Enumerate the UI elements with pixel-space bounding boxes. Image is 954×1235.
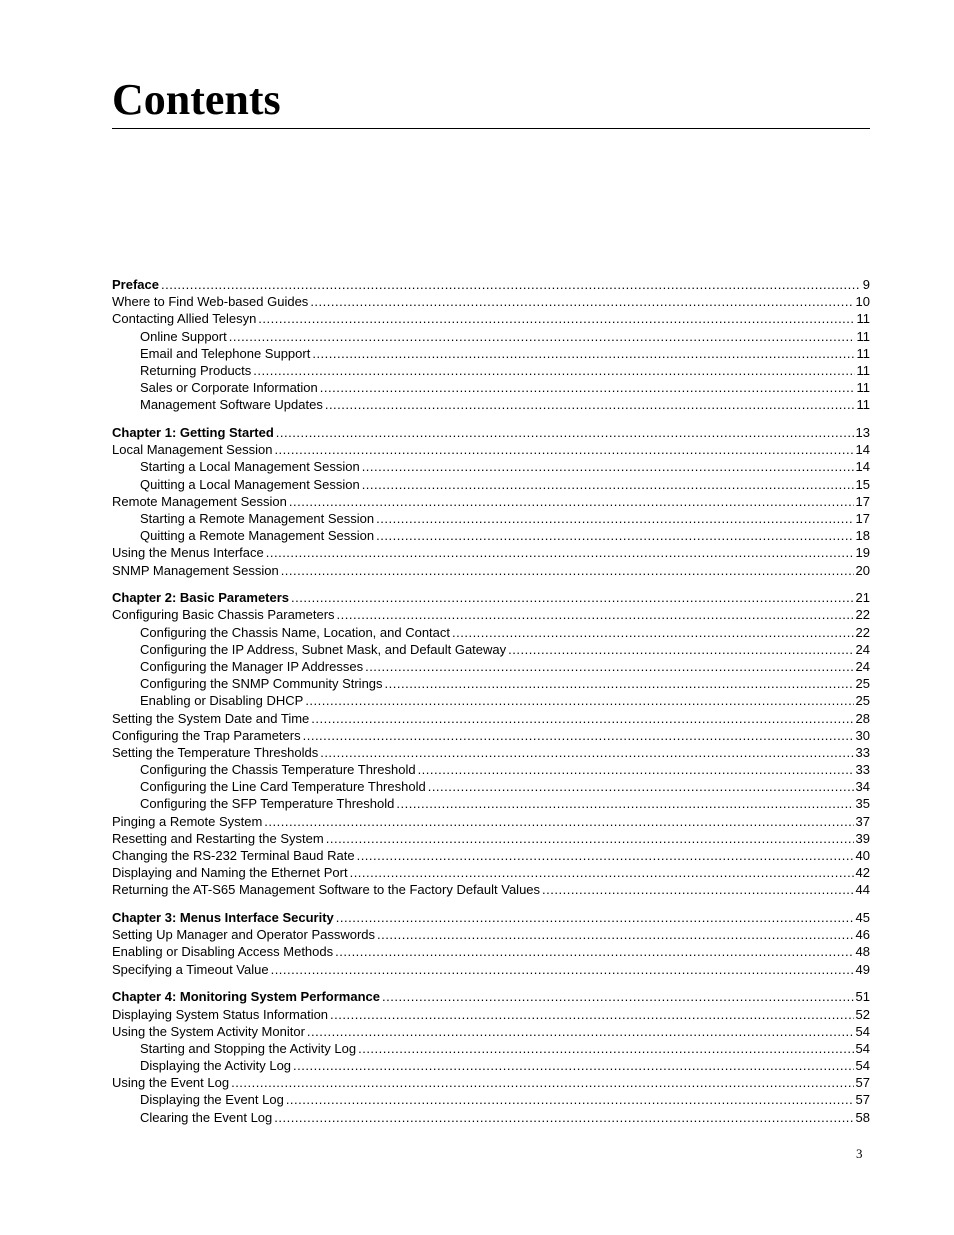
toc-entry[interactable] <box>112 1057 870 1074</box>
toc-entry[interactable] <box>112 362 870 379</box>
toc-entry-page: 58 <box>855 1109 870 1125</box>
toc-entry-label: Chapter 3: Menus Interface Security <box>112 910 334 926</box>
toc-entry-label: Displaying and Naming the Ethernet Port <box>112 865 348 881</box>
toc-entry[interactable] <box>112 624 870 641</box>
toc-entry-label: Using the Event Log <box>112 1075 230 1091</box>
toc-entry-label: Setting Up Manager and Operator Passwords <box>112 927 376 943</box>
toc-entry[interactable] <box>112 476 870 493</box>
toc-entry-page: 33 <box>855 762 870 778</box>
toc-entry-label: Remote Management Session <box>112 493 287 509</box>
toc-entry-label: Using the Menus Interface <box>112 545 264 561</box>
toc-dot-leader <box>311 710 853 727</box>
toc-entry[interactable] <box>112 510 870 527</box>
toc-entry-label: Displaying the Activity Log <box>140 1058 292 1074</box>
toc-entry[interactable] <box>112 396 870 413</box>
toc-entry-label: Quitting a Local Management Session <box>140 476 360 492</box>
toc-entry-page: 24 <box>855 641 870 657</box>
toc-entry-label: Configuring the SNMP Community Strings <box>140 676 383 692</box>
toc-dot-leader <box>276 424 854 441</box>
toc-dot-leader <box>362 476 854 493</box>
toc-entry-label: Sales or Corporate Information <box>140 380 318 396</box>
toc-entry[interactable] <box>112 1091 870 1108</box>
toc-entry[interactable] <box>112 606 870 623</box>
toc-entry-label: Starting and Stopping the Activity Log <box>140 1040 357 1056</box>
toc-entry[interactable] <box>112 813 870 830</box>
toc-entry[interactable] <box>112 1006 870 1023</box>
toc-entry[interactable] <box>112 710 870 727</box>
toc-dot-leader <box>286 1091 854 1108</box>
toc-dot-leader <box>396 795 853 812</box>
toc-entry-label: Configuring the Chassis Name, Location, and Contact <box>140 624 451 640</box>
toc-entry[interactable] <box>112 727 870 744</box>
toc-dot-leader <box>357 847 854 864</box>
toc-entry-page: 54 <box>855 1058 870 1074</box>
toc-entry[interactable] <box>112 379 870 396</box>
toc-entry-page: 44 <box>855 882 870 898</box>
toc-chapter-entry[interactable] <box>112 276 870 293</box>
toc-entry[interactable] <box>112 1074 870 1091</box>
toc-entry-label: Preface <box>112 277 159 292</box>
toc-entry-page: 34 <box>855 779 870 795</box>
toc-entry-page: 11 <box>856 397 870 413</box>
toc-entry-label: Returning the AT-S65 Management Software to the Factory Default Values <box>112 882 541 898</box>
toc-dot-leader <box>365 658 853 675</box>
toc-dot-leader <box>335 943 853 960</box>
toc-entry[interactable] <box>112 527 870 544</box>
toc-entry-page: 54 <box>855 1040 870 1056</box>
toc-entry-label: Chapter 1: Getting Started <box>112 425 274 440</box>
toc-dot-leader <box>161 276 861 293</box>
toc-entry-page: 39 <box>855 830 870 846</box>
toc-entry-page: 19 <box>855 545 870 561</box>
toc-entry[interactable] <box>112 881 870 898</box>
toc-dot-leader <box>428 778 854 795</box>
toc-dot-leader <box>303 727 854 744</box>
toc-dot-leader <box>253 362 854 379</box>
toc-dot-leader <box>229 328 855 345</box>
toc-dot-leader <box>258 310 854 327</box>
toc-dot-leader <box>385 675 854 692</box>
toc-dot-leader <box>266 544 854 561</box>
toc-entry-label: Using the System Activity Monitor <box>112 1023 305 1039</box>
toc-entry-page: 25 <box>855 693 870 709</box>
toc-entry[interactable] <box>112 1040 870 1057</box>
toc-entry-page: 57 <box>855 1092 870 1108</box>
toc-chapter-entry[interactable] <box>112 909 870 926</box>
toc-dot-leader <box>350 864 854 881</box>
toc-entry-label: Configuring the SFP Temperature Threshold <box>140 796 395 812</box>
toc-entry-page: 42 <box>855 865 870 881</box>
toc-entry-label: Enabling or Disabling Access Methods <box>112 944 334 960</box>
toc-entry[interactable] <box>112 675 870 692</box>
toc-entry-label: Starting a Local Management Session <box>140 459 360 475</box>
toc-entry-label: Where to Find Web-based Guides <box>112 294 309 310</box>
toc-entry-page: 10 <box>855 294 870 310</box>
toc-entry[interactable] <box>112 562 870 579</box>
toc-entry-label: Configuring the Chassis Temperature Threshold <box>140 762 416 778</box>
toc-entry-label: Enabling or Disabling DHCP <box>140 693 304 709</box>
toc-entry-page: 21 <box>855 590 870 606</box>
toc-dot-leader <box>320 744 853 761</box>
toc-entry[interactable] <box>112 943 870 960</box>
toc-chapter-entry[interactable] <box>112 589 870 606</box>
toc-entry-label: Email and Telephone Support <box>140 345 311 361</box>
table-of-contents <box>112 276 870 1126</box>
toc-dot-leader <box>264 813 853 830</box>
toc-entry-label: Starting a Remote Management Session <box>140 510 375 526</box>
toc-entry-label: Quitting a Remote Management Session <box>140 528 375 544</box>
toc-entry-page: 52 <box>855 1006 870 1022</box>
toc-dot-leader <box>376 527 853 544</box>
toc-entry[interactable] <box>112 1023 870 1040</box>
toc-dot-leader <box>326 830 854 847</box>
toc-entry-label: Displaying System Status Information <box>112 1006 329 1022</box>
toc-entry-label: Chapter 2: Basic Parameters <box>112 590 290 606</box>
toc-entry[interactable] <box>112 1109 870 1126</box>
toc-entry-page: 15 <box>855 476 870 492</box>
toc-entry-page: 25 <box>855 676 870 692</box>
toc-entry[interactable] <box>112 658 870 675</box>
toc-dot-leader <box>312 345 854 362</box>
toc-entry[interactable] <box>112 458 870 475</box>
toc-entry-page: 11 <box>856 345 870 361</box>
toc-entry-page: 11 <box>856 328 870 344</box>
toc-entry-label: Online Support <box>140 328 227 344</box>
toc-entry-label: Local Management Session <box>112 442 273 458</box>
toc-entry-page: 22 <box>855 624 870 640</box>
toc-entry-page: 13 <box>855 425 870 440</box>
toc-chapter-entry[interactable] <box>112 988 870 1005</box>
toc-entry[interactable] <box>112 493 870 510</box>
toc-dot-leader <box>362 458 854 475</box>
toc-entry[interactable] <box>112 310 870 327</box>
toc-entry-label: Configuring the Trap Parameters <box>112 727 301 743</box>
toc-dot-leader <box>377 926 854 943</box>
toc-entry-page: 33 <box>855 744 870 760</box>
toc-dot-leader <box>325 396 855 413</box>
toc-entry-page: 35 <box>855 796 870 812</box>
toc-dot-leader <box>281 562 854 579</box>
toc-dot-leader <box>376 510 853 527</box>
toc-dot-leader <box>310 293 853 310</box>
toc-entry[interactable] <box>112 795 870 812</box>
toc-entry-page: 14 <box>855 442 870 458</box>
toc-entry-label: SNMP Management Session <box>112 562 279 578</box>
toc-entry-page: 30 <box>855 727 870 743</box>
toc-entry-page: 11 <box>856 380 870 396</box>
toc-entry-label: Resetting and Restarting the System <box>112 830 324 846</box>
toc-entry-label: Specifying a Timeout Value <box>112 961 269 977</box>
toc-entry-page: 48 <box>855 944 870 960</box>
toc-entry-label: Configuring the Manager IP Addresses <box>140 658 364 674</box>
toc-dot-leader <box>358 1040 853 1057</box>
toc-entry-label: Setting the Temperature Thresholds <box>112 744 319 760</box>
toc-entry[interactable] <box>112 544 870 561</box>
toc-dot-leader <box>320 379 855 396</box>
toc-entry-page: 28 <box>855 710 870 726</box>
toc-entry-page: 37 <box>855 813 870 829</box>
toc-entry-label: Clearing the Event Log <box>140 1109 273 1125</box>
toc-entry-page: 46 <box>855 927 870 943</box>
toc-entry-page: 57 <box>855 1075 870 1091</box>
toc-dot-leader <box>336 909 854 926</box>
toc-entry-label: Configuring Basic Chassis Parameters <box>112 607 335 623</box>
page-title: Contents <box>112 75 281 124</box>
toc-entry-page: 54 <box>855 1023 870 1039</box>
toc-entry-label: Management Software Updates <box>140 397 323 413</box>
toc-entry[interactable] <box>112 926 870 943</box>
toc-entry[interactable] <box>112 293 870 310</box>
toc-entry[interactable] <box>112 345 870 362</box>
toc-entry[interactable] <box>112 692 870 709</box>
toc-dot-leader <box>382 988 854 1005</box>
toc-entry-page: 14 <box>855 459 870 475</box>
toc-dot-leader <box>418 761 854 778</box>
toc-entry[interactable] <box>112 441 870 458</box>
toc-entry-label: Pinging a Remote System <box>112 813 263 829</box>
toc-entry[interactable] <box>112 641 870 658</box>
toc-entry-page: 49 <box>855 961 870 977</box>
page-number: 3 <box>856 1146 863 1161</box>
toc-entry-label: Contacting Allied Telesyn <box>112 311 257 327</box>
toc-entry-label: Displaying the Event Log <box>140 1092 284 1108</box>
toc-entry-label: Configuring the IP Address, Subnet Mask, and Default Gateway <box>140 641 507 657</box>
toc-dot-leader <box>452 624 854 641</box>
toc-dot-leader <box>508 641 853 658</box>
toc-entry-page: 20 <box>855 562 870 578</box>
title-divider <box>112 128 870 129</box>
toc-dot-leader <box>305 692 853 709</box>
toc-entry[interactable] <box>112 961 870 978</box>
toc-entry-page: 11 <box>856 362 870 378</box>
toc-entry[interactable] <box>112 830 870 847</box>
toc-entry-page: 18 <box>855 528 870 544</box>
toc-dot-leader <box>542 881 854 898</box>
toc-entry[interactable] <box>112 328 870 345</box>
toc-entry-page: 11 <box>856 311 870 327</box>
toc-dot-leader <box>231 1074 853 1091</box>
toc-entry-label: Configuring the Line Card Temperature Threshold <box>140 779 426 795</box>
toc-entry[interactable] <box>112 761 870 778</box>
toc-entry[interactable] <box>112 864 870 881</box>
toc-entry-label: Setting the System Date and Time <box>112 710 310 726</box>
toc-entry-label: Changing the RS-232 Terminal Baud Rate <box>112 848 355 863</box>
toc-entry-page: 22 <box>855 607 870 623</box>
toc-entry-page: 45 <box>855 910 870 926</box>
toc-entry[interactable] <box>112 847 870 864</box>
toc-entry-page: 17 <box>855 510 870 526</box>
toc-entry-page: 51 <box>855 989 870 1005</box>
toc-entry-page: 40 <box>855 848 870 863</box>
toc-entry-label: Chapter 4: Monitoring System Performance <box>112 989 380 1005</box>
toc-entry[interactable] <box>112 778 870 795</box>
toc-dot-leader <box>337 606 854 623</box>
toc-chapter-entry[interactable] <box>112 424 870 441</box>
toc-entry-page: 24 <box>855 658 870 674</box>
toc-dot-leader <box>289 493 854 510</box>
toc-dot-leader <box>274 1109 853 1126</box>
toc-entry-page: 9 <box>862 277 870 292</box>
toc-dot-leader <box>307 1023 854 1040</box>
toc-dot-leader <box>293 1057 854 1074</box>
toc-dot-leader <box>274 441 853 458</box>
toc-entry-page: 17 <box>855 493 870 509</box>
toc-dot-leader <box>291 589 854 606</box>
toc-dot-leader <box>271 961 854 978</box>
toc-entry[interactable] <box>112 744 870 761</box>
toc-dot-leader <box>330 1006 853 1023</box>
toc-entry-label: Returning Products <box>140 362 252 378</box>
